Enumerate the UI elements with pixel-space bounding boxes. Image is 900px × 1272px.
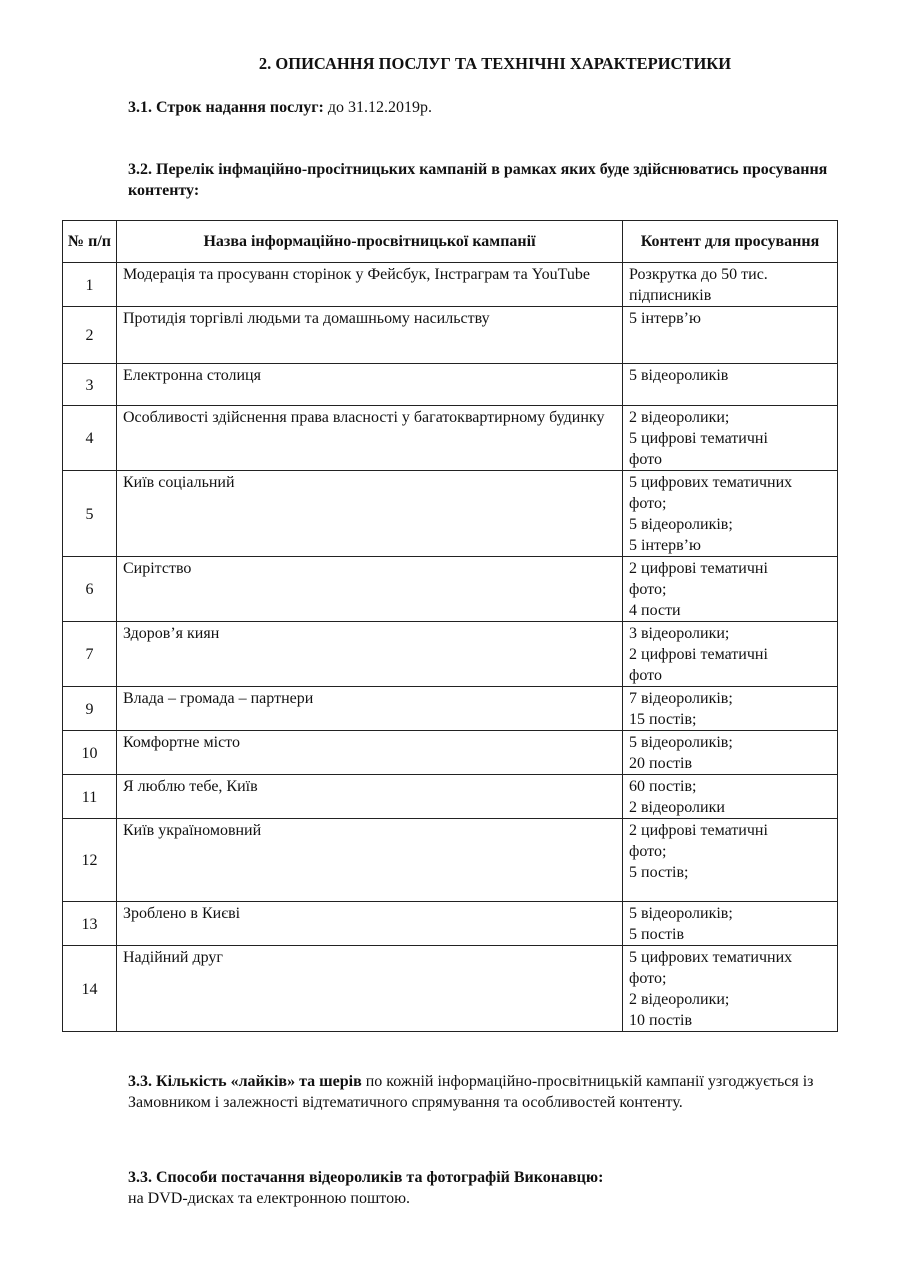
campaigns-intro: 3.2. Перелік інфмаційно-просітницьких кампаній в рамках яких буде здійснюватись просування контенту: (128, 161, 828, 199)
likes-text: по кожній інформаційно-просвітницькій кампанії узгоджується із Замовником і залежності відтематичного спрямування та особливостей контенту. (128, 1073, 814, 1111)
campaign-content (623, 364, 838, 406)
header-name: Назва інформаційно-просвітницької кампанії (117, 221, 623, 263)
campaign-name: Київ україномовний (117, 819, 623, 902)
table-row (63, 902, 838, 946)
campaign-name: Протидія торгівлі людьми та домашньому насильству (117, 307, 623, 364)
campaign-name: Комфортне місто (117, 731, 623, 775)
campaign-name: Електронна столиця (117, 364, 623, 406)
content-line: 5 відеороликів (629, 367, 729, 384)
table-row (63, 471, 838, 557)
content-line: 2 відеоролики (629, 799, 725, 816)
row-number: 11 (63, 775, 117, 819)
term-label: 3.1. Строк надання послуг: (128, 99, 324, 116)
content-line: 5 постів (629, 926, 685, 943)
content-line: 20 постів (629, 755, 693, 772)
campaign-content (623, 622, 838, 687)
campaign-content (623, 471, 838, 557)
campaign-name: Сирітство (117, 557, 623, 622)
content-line: 5 постів; (629, 864, 689, 881)
content-line: 5 інтерв’ю (629, 537, 701, 554)
content-line: фото; (629, 495, 667, 512)
content-line: підписників (629, 287, 712, 304)
content-line: 4 пости (629, 602, 681, 619)
content-line: 2 відеоролики; (629, 409, 730, 426)
content-line: 5 цифрових тематичних (629, 949, 793, 966)
section-heading: 2. ОПИСАННЯ ПОСЛУГ ТА ТЕХНІЧНІ ХАРАКТЕРИСТИКИ (258, 54, 732, 73)
campaign-name: Особливості здійснення права власності у багатоквартирному будинку (117, 406, 623, 471)
row-number: 4 (63, 406, 117, 471)
campaign-content (623, 406, 838, 471)
campaign-name: Модерація та просуванн сторінок у Фейсбук, Інстраграм та YouTube (117, 263, 623, 307)
campaign-content (623, 307, 838, 364)
content-line: 2 цифрові тематичні (629, 822, 768, 839)
row-number: 12 (63, 819, 117, 902)
table-row (63, 622, 838, 687)
content-line: 5 відеороликів; (629, 734, 733, 751)
row-number: 14 (63, 946, 117, 1032)
row-number: 13 (63, 902, 117, 946)
row-number: 9 (63, 687, 117, 731)
campaign-name: Я люблю тебе, Київ (117, 775, 623, 819)
delivery-text: на DVD-дисках та електронною поштою. (128, 1190, 411, 1207)
campaign-content (623, 902, 838, 946)
row-number: 1 (63, 263, 117, 307)
table-row (63, 307, 838, 364)
row-number: 6 (63, 557, 117, 622)
content-line: 10 постів (629, 1012, 693, 1029)
term-value: до 31.12.2019р. (323, 99, 432, 116)
campaign-content (623, 731, 838, 775)
table-row (63, 731, 838, 775)
table-row (63, 775, 838, 819)
content-line: 5 відеороликів; (629, 905, 733, 922)
term-paragraph (128, 97, 848, 118)
content-line: фото; (629, 843, 667, 860)
table-row (63, 687, 838, 731)
campaign-name: Надійний друг (117, 946, 623, 1032)
delivery-label: 3.3. Способи постачання відеороликів та фотографій Виконавцю: (128, 1169, 604, 1186)
content-line: 5 відеороликів; (629, 516, 733, 533)
row-number: 3 (63, 364, 117, 406)
table-row (63, 364, 838, 406)
content-line: 2 відеоролики; (629, 991, 730, 1008)
table-header-row (63, 221, 838, 263)
row-number: 7 (63, 622, 117, 687)
content-line: фото; (629, 970, 667, 987)
content-line: фото (629, 667, 662, 684)
likes-label: 3.3. Кількість «лайків» та шерів (128, 1073, 362, 1090)
header-content: Контент для просування (623, 221, 838, 263)
campaign-content (623, 775, 838, 819)
header-num: № п/п (63, 221, 117, 263)
content-line: 2 цифрові тематичні (629, 646, 768, 663)
campaign-name: Здоров’я киян (117, 622, 623, 687)
content-line: 5 цифрових тематичних (629, 474, 793, 491)
content-line: фото; (629, 581, 667, 598)
campaigns-table (62, 220, 838, 1032)
campaign-content (623, 819, 838, 902)
campaign-content (623, 557, 838, 622)
campaign-name: Влада – громада – партнери (117, 687, 623, 731)
content-line: 2 цифрові тематичні (629, 560, 768, 577)
table-row (63, 946, 838, 1032)
campaign-name: Зроблено в Києві (117, 902, 623, 946)
campaign-content (623, 263, 838, 307)
row-number: 2 (63, 307, 117, 364)
content-line: 15 постів; (629, 711, 697, 728)
campaign-content (623, 687, 838, 731)
content-line: 5 інтерв’ю (629, 310, 701, 327)
content-line: фото (629, 451, 662, 468)
table-row (63, 557, 838, 622)
content-line: 60 постів; (629, 778, 697, 795)
likes-paragraph (128, 1071, 848, 1113)
table-row (63, 263, 838, 307)
delivery-paragraph (128, 1167, 848, 1209)
campaign-content (623, 946, 838, 1032)
table-row (63, 406, 838, 471)
campaign-name: Київ соціальний (117, 471, 623, 557)
content-line: 5 цифрові тематичні (629, 430, 768, 447)
content-line: 7 відеороликів; (629, 690, 733, 707)
row-number: 10 (63, 731, 117, 775)
content-line: 3 відеоролики; (629, 625, 730, 642)
row-number: 5 (63, 471, 117, 557)
table-row (63, 819, 838, 902)
content-line: Розкрутка до 50 тис. (629, 266, 768, 283)
